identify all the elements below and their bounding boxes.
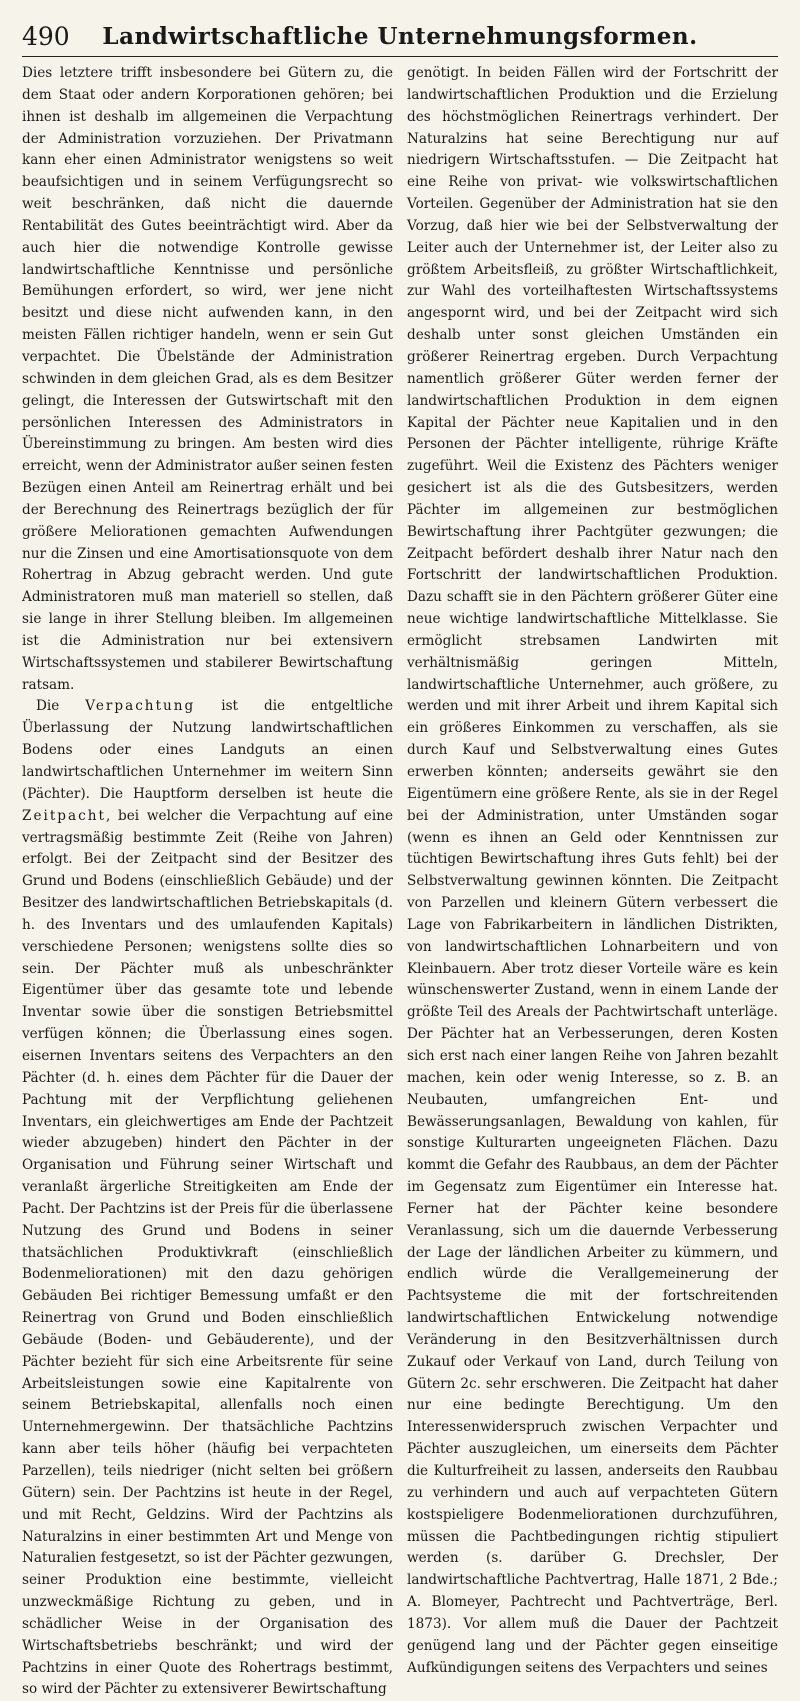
term-zeitpacht: Zeitpacht [22,807,106,824]
paragraph: Dies letztere trifft insbesondere bei Gütern zu, die dem Staat oder andern Korporationen gehören; bei ihnen ist deshalb im allgemeinen die Verpachtung der Administration vorzuziehen. Der Privatmann kann eher einen Administrator wenigstens so weit beaufsichtigen und in seinem Verfügungsrecht so weit beschränken, daß nicht die dauernde Rentabilität des Gutes beeinträchtigt wird. Aber da auch hier die notwendige Kontrolle gewisse landwirtschaftliche Kenntnisse und persönliche Bemühungen erfordert, so wird, wer jene nicht besitzt und diese nicht aufwenden kann, in den meisten Fällen richtiger handeln, wenn er sein Gut verpachtet. Die Übelstände der Administration schwinden in dem gleichen Grad, als es dem Besitzer gelingt, die Interessen der Gutswirtschaft mit den persönlichen Interessen des Administrators in Übereinstimmung zu bringen. Am besten wird dies erreicht, wenn der Administrator außer seinen festen Bezügen einen Anteil am Reinertrag erhält und bei der Berechnung des Reinertrags bezüglich der für größere Meliorationen gemachten Aufwendungen nur die Zinsen und eine Amortisationsquote von dem Rohertrag in Abzug gebracht werden. Und gute Administratoren muß man materiell so stellen, daß sie lange in ihrer Stellung bleiben. Im allgemeinen ist die Administration nur bei extensivern Wirtschaftssystemen und stabilerer Bewirtschaftung ratsam. [22,65,393,693]
para-lead: Die [36,698,60,715]
left-column [22,63,393,1701]
page-header [22,16,778,57]
paragraph: genötigt. In beiden Fällen wird der Fortschritt der landwirtschaftlichen Produktion und die Erzielung des höchstmöglichen Reinertrags verhindert. Der Naturalzins hat seine Berechtigung nur auf niedrigern Wirtschaftsstufen. — Die Zeitpacht hat eine Reihe von privat- wie volkswirtschaftlichen Vorteilen. Gegenüber der Administration hat sie den Vorzug, daß hier wie bei der Selbstverwaltung der Leiter auch der Unternehmer ist, der Leiter also zu größtem Arbeitsfleiß, zu größter Wirtschaftlichkeit, zur Wahl des vorteilhaftesten Wirtschaftssystems angespornt wird, und bei der Zeitpacht wird sich deshalb unter sonst gleichen Umständen ein größerer Reinertrag ergeben. Durch Verpachtung namentlich größerer Güter werden ferner der landwirtschaftlichen Produktion in dem eignen Kapital der Pächter neue Kapitalien und in den Personen der Pächter intelligente, rührige Kräfte zugeführt. Weil die Existenz des Pächters weniger gesichert ist als die des Gutsbesitzers, werden Pächter im allgemeinen zur bestmöglichen Bewirtschaftung ihrer Pachtgüter gezwungen; die Zeitpacht befördert deshalb ihrer Natur nach den Fortschritt der landwirtschaftlichen Produktion. Dazu schafft sie in den Pächtern größerer Güter eine neue wichtige landwirtschaftliche Mittelklasse. Sie ermöglicht strebsamen Landwirten mit verhältnismäßig geringen Mitteln, landwirtschaftliche Unternehmer, auch größere, zu werden und mit ihrer Arbeit und ihrem Kapital sich ein größeres Einkommen zu verschaffen, als sie durch Kauf und Selbstverwaltung eines Gutes erwerben könnten; anderseits gewährt sie den Eigentümern eine größere Rente, als sie in der Regel bei der Administration, unter Umständen sogar (wenn es ihnen an Geld oder Kenntnissen zur tüchtigen Bewirtschaftung ihres Guts fehlt) bei der Selbstverwaltung gewinnen könnten. Die Zeitpacht von Parzellen und kleinern Gütern verbessert die Lage von Fabrikarbeitern in ländlichen Distrikten, von landwirtschaftlichen Lohnarbeitern und von Kleinbauern. Aber trotz dieser Vorteile wäre es kein wünschenswerter Zustand, wenn in einem Lande der größte Teil des Areals der Pachtwirtschaft unterläge. Der Pächter hat an Verbesserungen, deren Kosten sich erst nach einer langen Reihe von Jahren bezahlt machen, kein oder wenig Interesse, so z. B. an Neubauten, umfangreichen Ent- und Bewässerungsanlagen, Bewaldung von kahlen, für sonstige Kulturarten ungeeigneten Flächen. Dazu kommt die Gefahr des Raubbaus, an dem der Pächter im Gegensatz zum Eigentümer ein Interesse hat. Ferner hat der Pächter keine besondere Veranlassung, sich um die dauernde Verbesserung der Lage der ländlichen Arbeiter zu kümmern, und endlich würde die Verallgemeinerung der Pachtsysteme die mit der fortschreitenden landwirtschaftlichen Entwickelung notwendige Veränderung in den Besitzverhältnissen durch Zukauf oder Verkauf von Land, durch Teilung von Gütern 2c. sehr erschweren. Die Zeitpacht hat daher nur eine bedingte Berechtigung. Um den Interessenwiderspruch zwischen Verpachter und Pächter auszugleichen, um einerseits dem Pächter die Kulturfreiheit zu lassen, anderseits den Raubbau zu verhindern und auch auf verpachteten Gütern kostspieligere Bodenmeliorationen durchzuführen, müssen die Pachtbedingungen richtig stipuliert werden (s. darüber G. Drechsler, Der landwirtschaftliche Pachtvertrag, Halle 1871, 2 Bde.; A. Blomeyer, Pachtrecht und Pachtverträge, Berl. 1873). Vor allem muß die Dauer der Pachtzeit genügend lang und der Pächter gegen einseitige Aufkündigungen seitens des Verpachters und seines [407,65,778,1676]
right-column [407,63,778,1701]
para-text: ist die entgeltliche Überlassung der Nutzung landwirtschaftlichen Bodens oder eines Landguts an einen landwirtschaftlichen Unternehmer im weitern Sinn (Pächter). Die Hauptform derselben ist heute die [22,698,393,802]
term-verpachtung: Verpachtung [85,698,196,715]
running-title: Landwirtschaftliche Unternehmungsformen. [102,22,698,50]
page-number: 490 [22,21,70,51]
para-text: , bei welcher die Verpachtung auf eine vertragsmäßig bestimmte Zeit (Reihe von Jahren) erfolgt. Bei der Zeitpacht sind der Besitzer des Grund und Bodens (einschließlich Gebäude) und der Besitzer des landwirtschaftlichen Betriebskapitals (d. h. des Inventars und des umlaufenden Kapitals) verschiedene Personen; wenigstens sollte dies so sein. Der Pächter muß als unbeschränkter Eigentümer über das gesamte tote und lebende Inventar sowie über die sonstigen Betriebsmittel verfügen können; die Überlassung eines sogen. eisernen Inventars seitens des Verpachters an den Pächter (d. h. eines dem Pächter für die Dauer der Pachtung mit der Verpflichtung geliehenen Inventars, ein gleichwertiges am Ende der Pachtzeit wieder abzugeben) hindert den Pächter in der Organisation und Führung seiner Wirtschaft und veranlaßt ärgerliche Streitigkeiten am Ende der Pacht. Der Pachtzins ist der Preis für die überlassene Nutzung des Grund und Bodens in seiner thatsächlichen Produktivkraft (einschließlich Bodenmeliorationen) mit den dazu gehörigen Gebäuden Bei richtiger Bemessung umfaßt er den Reinertrag von Grund und Boden einschließlich Gebäude (Boden- und Gebäuderente), und der Pächter bezieht für sich eine Arbeitsrente für seine Arbeitsleistungen sowie eine Kapitalrente von seinem Betriebskapital, allenfalls noch einen Unternehmergewinn. Der thatsächliche Pachtzins kann aber teils höher (häufig bei verpachteten Parzellen), teils niedriger (nicht selten bei größern Gütern) sein. Der Pachtzins ist heute in der Regel, und mit Recht, Geldzins. Wird der Pachtzins als Naturalzins in einer bestimmten Art und Menge von Naturalien festgesetzt, so ist der Pächter gezwungen, seiner Produktion eine bestimmte, vielleicht unzweckmäßige Richtung zu geben, und in schädlicher Weise in der Organisation des Wirtschaftsbetriebs beschränkt; und wird der Pachtzins in einer Quote des Rohertrags bestimmt, so wird der Pächter zu extensiverer Bewirtschaftung [22,807,394,1698]
paragraph [22,696,393,1701]
text-columns [22,63,778,1701]
